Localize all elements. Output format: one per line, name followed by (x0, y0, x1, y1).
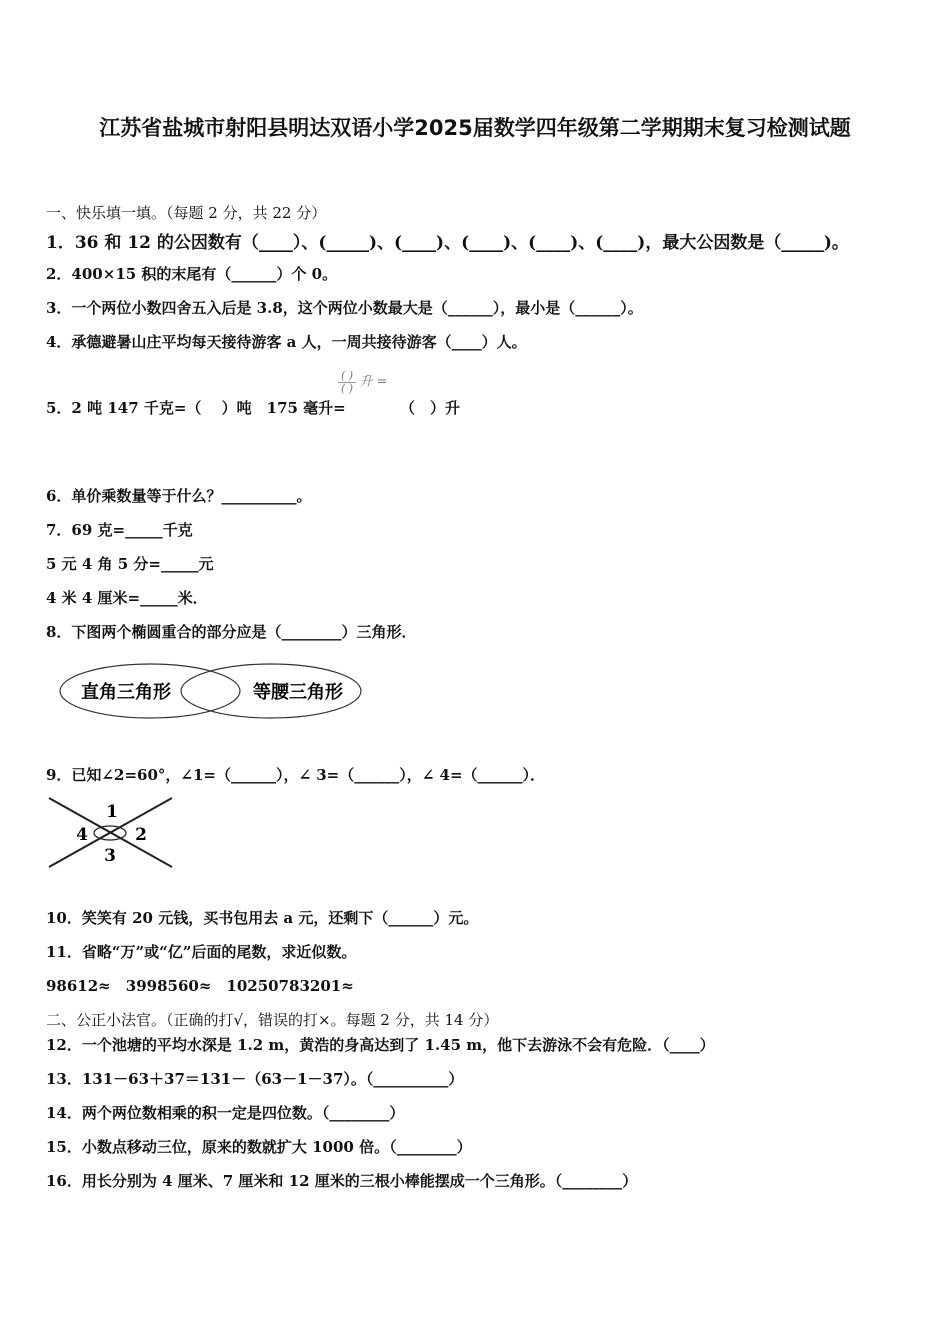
venn-ellipses-figure (58, 660, 363, 722)
question-16: 16．用长分别为 4 厘米、7 厘米和 12 厘米的三根小棒能摆成一个三角形。（________） (46, 1172, 638, 1190)
right-ellipse-label: 等腰三角形 (253, 682, 343, 703)
question-12: 12．一个池塘的平均水深是 1.2 m，黄浩的身高达到了 1.45 m，他下去游泳不会有危险．（____） (46, 1036, 715, 1054)
section1-header: 一、快乐填一填。（每题 2 分，共 22 分） (46, 204, 327, 222)
question-10: 10．笑笑有 20 元钱，买书包用去 a 元，还剩下（______）元。 (46, 909, 479, 927)
fraction (338, 370, 356, 395)
question-8: 8．下图两个椭圆重合的部分应是（________）三角形． (46, 623, 417, 641)
left-ellipse-label: 直角三角形 (81, 682, 171, 703)
question-3: 3．一个两位小数四舍五入后是 3.8，这个两位小数最大是（______），最小是（______）。 (46, 299, 643, 317)
angle-label-2: 2 (135, 825, 147, 845)
question-4: 4．承德避暑山庄平均每天接待游客 a 人，一周共接待游客（____）人。 (46, 333, 527, 351)
question-13: 13．131－63＋37＝131－（63－1－37）。（__________） (46, 1070, 464, 1088)
question-6: 6．单价乘数量等于什么？__________。 (46, 487, 312, 505)
fraction-image (338, 370, 388, 395)
angle-figure (46, 795, 176, 871)
question-1: 1．36 和 12 的公因数有（____）、(_____)、(____)、(____)、(____)、(____)，最大公因数是（_____)。 (46, 233, 849, 253)
question-2: 2．400×15 积的末尾有（______）个 0。 (46, 265, 338, 283)
fraction-unit: 升 = (359, 374, 388, 390)
angle-label-3: 3 (104, 846, 116, 866)
question-11: 11．省略“万”或“亿”后面的尾数，求近似数。 (46, 943, 357, 961)
question-9: 9．已知∠2=60°，∠1=（______），∠ 3=（______），∠ 4=（______）． (46, 766, 546, 784)
section2-header: 二、公正小法官。（正确的打√，错误的打×。每题 2 分，共 14 分） (46, 1011, 499, 1029)
angle-label-1: 1 (106, 802, 118, 822)
question-14: 14．两个两位数相乘的积一定是四位数。（________） (46, 1104, 405, 1122)
question-5-tail: （ ）升 (400, 399, 461, 417)
angle-label-4: 4 (76, 825, 88, 845)
question-11-items: 98612≈ 3998560≈ 10250783201≈ (46, 977, 354, 995)
page-title: 江苏省盐城市射阳县明达双语小学2025届数学四年级第二学期期末复习检测试题 (99, 116, 851, 140)
fraction-numerator: ( ) (340, 369, 354, 382)
question-15: 15．小数点移动三位，原来的数就扩大 1000 倍。（________） (46, 1138, 472, 1156)
fraction-denominator: ( ) (340, 382, 354, 395)
question-7c: 4 米 4 厘米=_____米． (46, 589, 208, 607)
question-7b: 5 元 4 角 5 分=_____元 (46, 555, 214, 573)
question-5: 5．2 吨 147 千克=（ ）吨 175 毫升= (46, 399, 346, 417)
question-7a: 7．69 克=_____千克 (46, 521, 193, 539)
